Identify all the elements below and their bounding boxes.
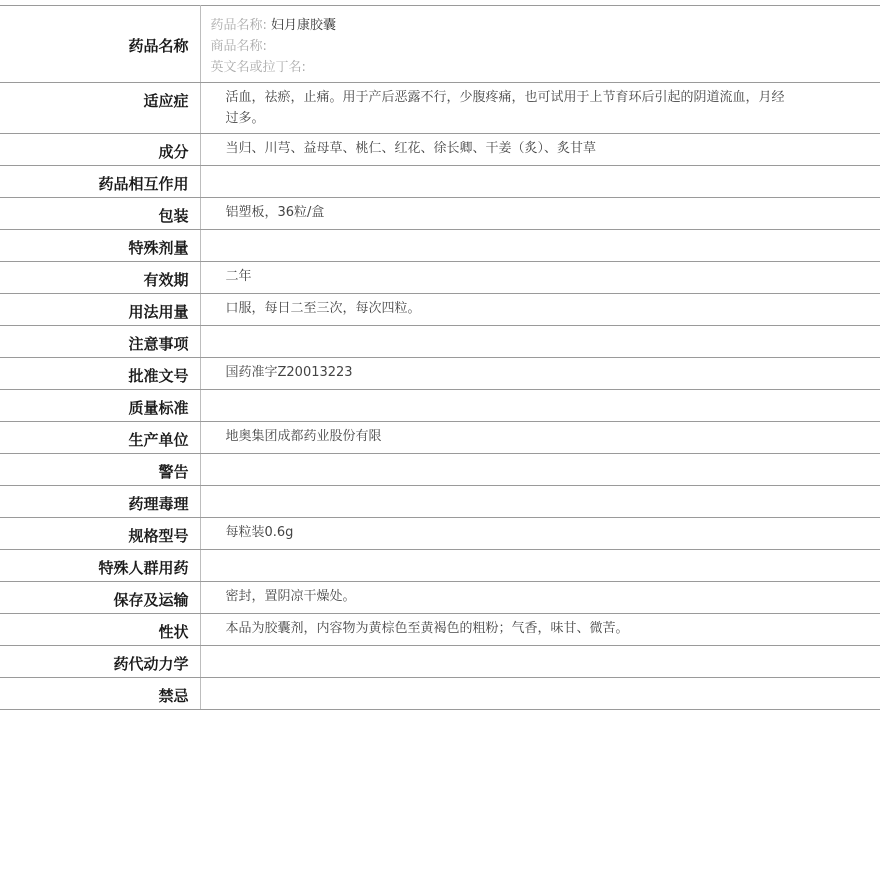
table-row [0,678,880,710]
generic-name-line [211,15,791,36]
table-row [0,614,880,646]
table-row [0,422,880,454]
table-row [0,486,880,518]
name-block [200,6,880,83]
field-value [200,678,880,710]
field-label: 包装 [0,198,200,230]
field-value [200,326,880,358]
table-row [0,454,880,486]
table-row [0,550,880,582]
field-value: 口服，每日二至三次，每次四粒。 [200,294,880,326]
field-value [200,454,880,486]
field-value: 每粒装0.6g [200,518,880,550]
generic-name-value: 妇月康胶囊 [271,18,337,33]
field-label: 注意事项 [0,326,200,358]
table-row [0,294,880,326]
field-label: 有效期 [0,262,200,294]
field-value: 地奥集团成都药业股份有限 [200,422,880,454]
table-row [0,518,880,550]
field-label: 质量标准 [0,390,200,422]
field-label: 保存及运输 [0,582,200,614]
field-value: 铝塑板，36粒/盒 [200,198,880,230]
field-label: 药品名称 [0,6,200,83]
field-value [200,550,880,582]
english-name-line [211,57,791,78]
field-label: 禁忌 [0,678,200,710]
table-row [0,134,880,166]
field-label: 生产单位 [0,422,200,454]
field-label: 性状 [0,614,200,646]
field-value: 本品为胶囊剂，内容物为黄棕色至黄褐色的粗粉；气香，味甘、微苦。 [200,614,880,646]
table-row [0,262,880,294]
field-value: 活血，祛瘀，止痛。用于产后恶露不行，少腹疼痛，也可试用于上节育环后引起的阴道流血，月经过多。 [200,83,880,134]
field-label: 特殊剂量 [0,230,200,262]
field-value: 密封，置阴凉干燥处。 [200,582,880,614]
drug-info-sheet [0,5,880,710]
field-value: 当归、川芎、益母草、桃仁、红花、徐长卿、干姜（炙）、炙甘草 [200,134,880,166]
table-row [0,358,880,390]
field-value [200,166,880,198]
table-row [0,582,880,614]
field-value [200,646,880,678]
table-row [0,646,880,678]
field-label: 药代动力学 [0,646,200,678]
trade-name-label: 商品名称: [210,39,267,54]
field-label: 适应症 [0,83,200,134]
trade-name-line [211,36,791,57]
field-label: 警告 [0,454,200,486]
drug-info-table [0,5,880,710]
table-row [0,326,880,358]
field-value: 国药准字Z20013223 [200,358,880,390]
table-row [0,230,880,262]
field-label: 规格型号 [0,518,200,550]
field-value [200,390,880,422]
field-label: 用法用量 [0,294,200,326]
table-row [0,166,880,198]
field-value [200,486,880,518]
table-row [0,198,880,230]
field-label: 特殊人群用药 [0,550,200,582]
table-row [0,390,880,422]
table-row [0,83,880,134]
field-value: 二年 [200,262,880,294]
field-label: 药品相互作用 [0,166,200,198]
field-value [200,230,880,262]
generic-name-label: 药品名称: [210,18,267,33]
field-label: 成分 [0,134,200,166]
english-name-label: 英文名或拉丁名: [210,60,306,75]
field-label: 药理毒理 [0,486,200,518]
table-row [0,6,880,83]
field-label: 批准文号 [0,358,200,390]
